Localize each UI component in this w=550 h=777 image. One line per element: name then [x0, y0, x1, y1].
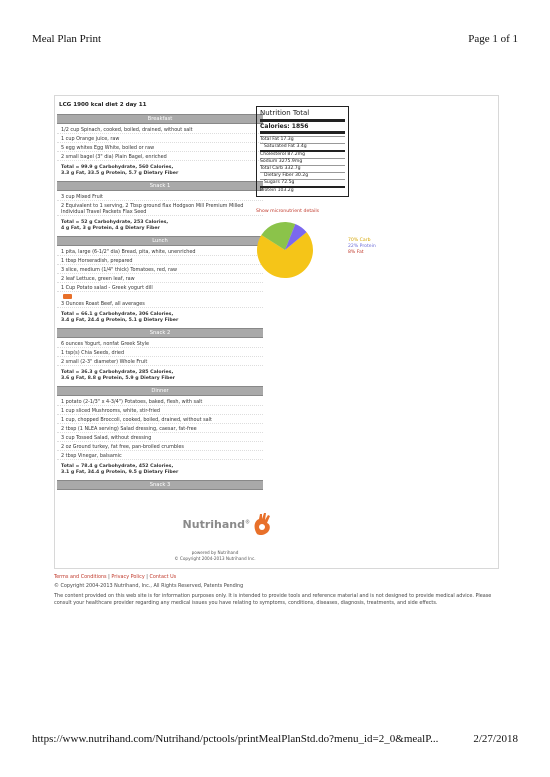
food-item: 3 slice, medium (1/4" thick) Tomatoes, red, raw: [57, 267, 263, 274]
plan-title: LCG 1900 kcal diet 2 day 11: [59, 102, 147, 108]
site-footer: [54, 574, 499, 607]
meal-total-line: Total = 99.9 g Carbohydrate, 560 Calories,: [61, 165, 174, 170]
footer-copyright: © Copyright 2004-2013 Nutrihand, Inc., All Rights Reserved, Patents Pending: [54, 583, 244, 589]
brand-name: Nutrihand: [182, 518, 245, 531]
protein-row: Protein 103.2g: [260, 188, 294, 193]
footer-disclaimer: The content provided on this web site is for information purposes only. It is intended to provide tools and reference material and is not designed to provide medical advice. Please consult your healthcare provider regarding any medical issues you have relating to symptoms, conditions, diseases, diagnosis, treatments, and side effects.: [54, 593, 492, 606]
meal-total-line: 4 g Fat, 3 g Protein, 4 g Dietary Fiber: [61, 226, 160, 231]
brand-logo-text: [155, 518, 250, 531]
meal-header-snack2: Snack 2: [57, 328, 263, 338]
meal-header-snack3: Snack 3: [57, 480, 263, 490]
page-number: Page 1 of 1: [468, 33, 518, 45]
recipe-icon[interactable]: [63, 294, 72, 299]
meal-total-lunch: [57, 310, 263, 324]
legend-carb: 70% Carb: [348, 238, 371, 243]
saturated-fat-row: Saturated Fat 3.4g: [260, 144, 345, 152]
meal-total-line: 3.1 g Fat, 34.4 g Protein, 9.5 g Dietary Fiber: [61, 470, 179, 475]
food-item: 2 Equivalent to 1 serving, 2 Tbsp ground flax Hodgson Mill Premium Milled Individual Travel Packets Flax Seed: [57, 203, 263, 216]
food-item: 2 small (2-3" diameter) Whole Fruit: [57, 359, 263, 366]
meal-total-dinner: [57, 462, 263, 476]
total-fat-row: Total Fat 17.3g: [260, 137, 345, 144]
nutrition-total-panel: [256, 106, 349, 197]
print-url: https://www.nutrihand.com/Nutrihand/pctools/printMealPlanStd.do?menu_id=2_0&mealP...: [32, 733, 439, 745]
food-item: 1 cup, chopped Broccoli, cooked, boiled, drained, without salt: [57, 417, 263, 424]
food-item: 6 ounces Yogurt, nonfat Greek Style: [57, 341, 263, 348]
meal-total-line: Total = 36.3 g Carbohydrate, 285 Calories,: [61, 370, 174, 375]
meal-total-line: Total = 66.1 g Carbohydrate, 306 Calories,: [61, 312, 174, 317]
food-item: 1 tbsp Horseradish, prepared: [57, 258, 263, 265]
pie-svg: [255, 220, 315, 280]
food-item: 1 Cup Potato salad - Greek yogurt dill: [57, 285, 263, 292]
pie-legend: [348, 238, 376, 256]
meal-plan-container: [54, 95, 499, 569]
food-item: 2 small bagel (3" dia) Plain Bagel, enriched: [57, 154, 263, 161]
food-item: 1 potato (2-1/3" x 4-3/4") Potatoes, baked, flesh, with salt: [57, 399, 263, 406]
recipe-tag-icon[interactable]: [57, 294, 263, 301]
meal-total-line: Total = 52 g Carbohydrate, 253 Calories,: [61, 220, 169, 225]
food-item: 2 tbsp (1 NLEA serving) Salad dressing, caesar, fat-free: [57, 426, 263, 433]
meal-total-line: 3.6 g Fat, 8.8 g Protein, 5.9 g Dietary Fiber: [61, 376, 175, 381]
separator: |: [146, 574, 148, 580]
calories-value: 1856: [291, 123, 309, 130]
brand-copyright: © Copyright 2004-2013 Nutrihand Inc.: [174, 556, 256, 561]
meal-total-line: 3.3 g Fat, 33.5 g Protein, 5.7 g Dietary Fiber: [61, 171, 179, 176]
macro-pie-chart: [255, 220, 315, 280]
food-item: 2 oz Ground turkey, fat free, pan-broiled crumbles: [57, 444, 263, 451]
food-item: 2 leaf Lettuce, green leaf, raw: [57, 276, 263, 283]
micronutrient-details-link[interactable]: Show micronutrient details: [256, 209, 320, 214]
food-item: 2 tbsp Vinegar, balsamic: [57, 453, 263, 460]
meals-column: [57, 114, 263, 493]
food-item: 3 Ounces Roast Beef, all averages: [57, 301, 263, 308]
print-footer: [32, 733, 518, 747]
nutrition-title: Nutrition Total: [260, 109, 345, 122]
meal-total-line: 3.4 g Fat, 24.4 g Protein, 5.1 g Dietary Fiber: [61, 318, 179, 323]
sugars-row: Sugars 72.5g: [260, 180, 345, 188]
legend-protein: 22% Protein: [348, 244, 376, 249]
print-header: [32, 33, 518, 47]
meal-header-snack1: Snack 1: [57, 181, 263, 191]
food-item: 1 cup sliced Mushrooms, white, stir-fried: [57, 408, 263, 415]
total-carb-row: Total Carb 332.7g: [260, 166, 345, 173]
meal-total-breakfast: [57, 163, 263, 177]
food-item: 1 cup Orange juice, raw: [57, 136, 263, 143]
brand-reg: ®: [245, 519, 250, 526]
food-item: 3 cup Mixed Fruit: [57, 194, 263, 201]
separator: |: [108, 574, 110, 580]
meal-total-snack2: [57, 368, 263, 382]
food-item: 3 cup Tossed Salad, without dressing: [57, 435, 263, 442]
footer-links: [54, 574, 499, 581]
print-date: 2/27/2018: [473, 733, 518, 745]
print-title: Meal Plan Print: [32, 33, 102, 45]
calories-label: Calories:: [260, 123, 290, 130]
meal-total-snack1: [57, 218, 263, 232]
dietary-fiber-row: Dietary Fiber 30.2g: [260, 173, 345, 180]
legend-fat: 8% Fat: [348, 250, 364, 255]
terms-link[interactable]: Terms and Conditions: [54, 574, 107, 580]
meal-header-lunch: Lunch: [57, 236, 263, 246]
food-item: 1/2 cup Spinach, cooked, boiled, drained, without salt: [57, 127, 263, 134]
sodium-row: Sodium 3275.9mg: [260, 159, 345, 166]
meal-total-line: Total = 78.4 g Carbohydrate, 452 Calories,: [61, 464, 174, 469]
food-item: 5 egg whites Egg White, boiled or raw: [57, 145, 263, 152]
cholesterol-row: Cholesterol 87.2mg: [260, 152, 345, 159]
food-item: 1 tsp(s) Chia Seeds, dried: [57, 350, 263, 357]
food-item: 1 pita, large (6-1/2" dia) Bread, pita, white, unenriched: [57, 249, 263, 256]
brand-hand-icon: [251, 512, 275, 536]
brand-area: [155, 514, 275, 564]
meal-header-dinner: Dinner: [57, 386, 263, 396]
privacy-link[interactable]: Privacy Policy: [111, 574, 145, 580]
powered-by: powered by Nutrihand: [191, 550, 239, 555]
contact-link[interactable]: Contact Us: [149, 574, 177, 580]
meal-header-breakfast: Breakfast: [57, 114, 263, 124]
calories-row: [260, 122, 345, 134]
